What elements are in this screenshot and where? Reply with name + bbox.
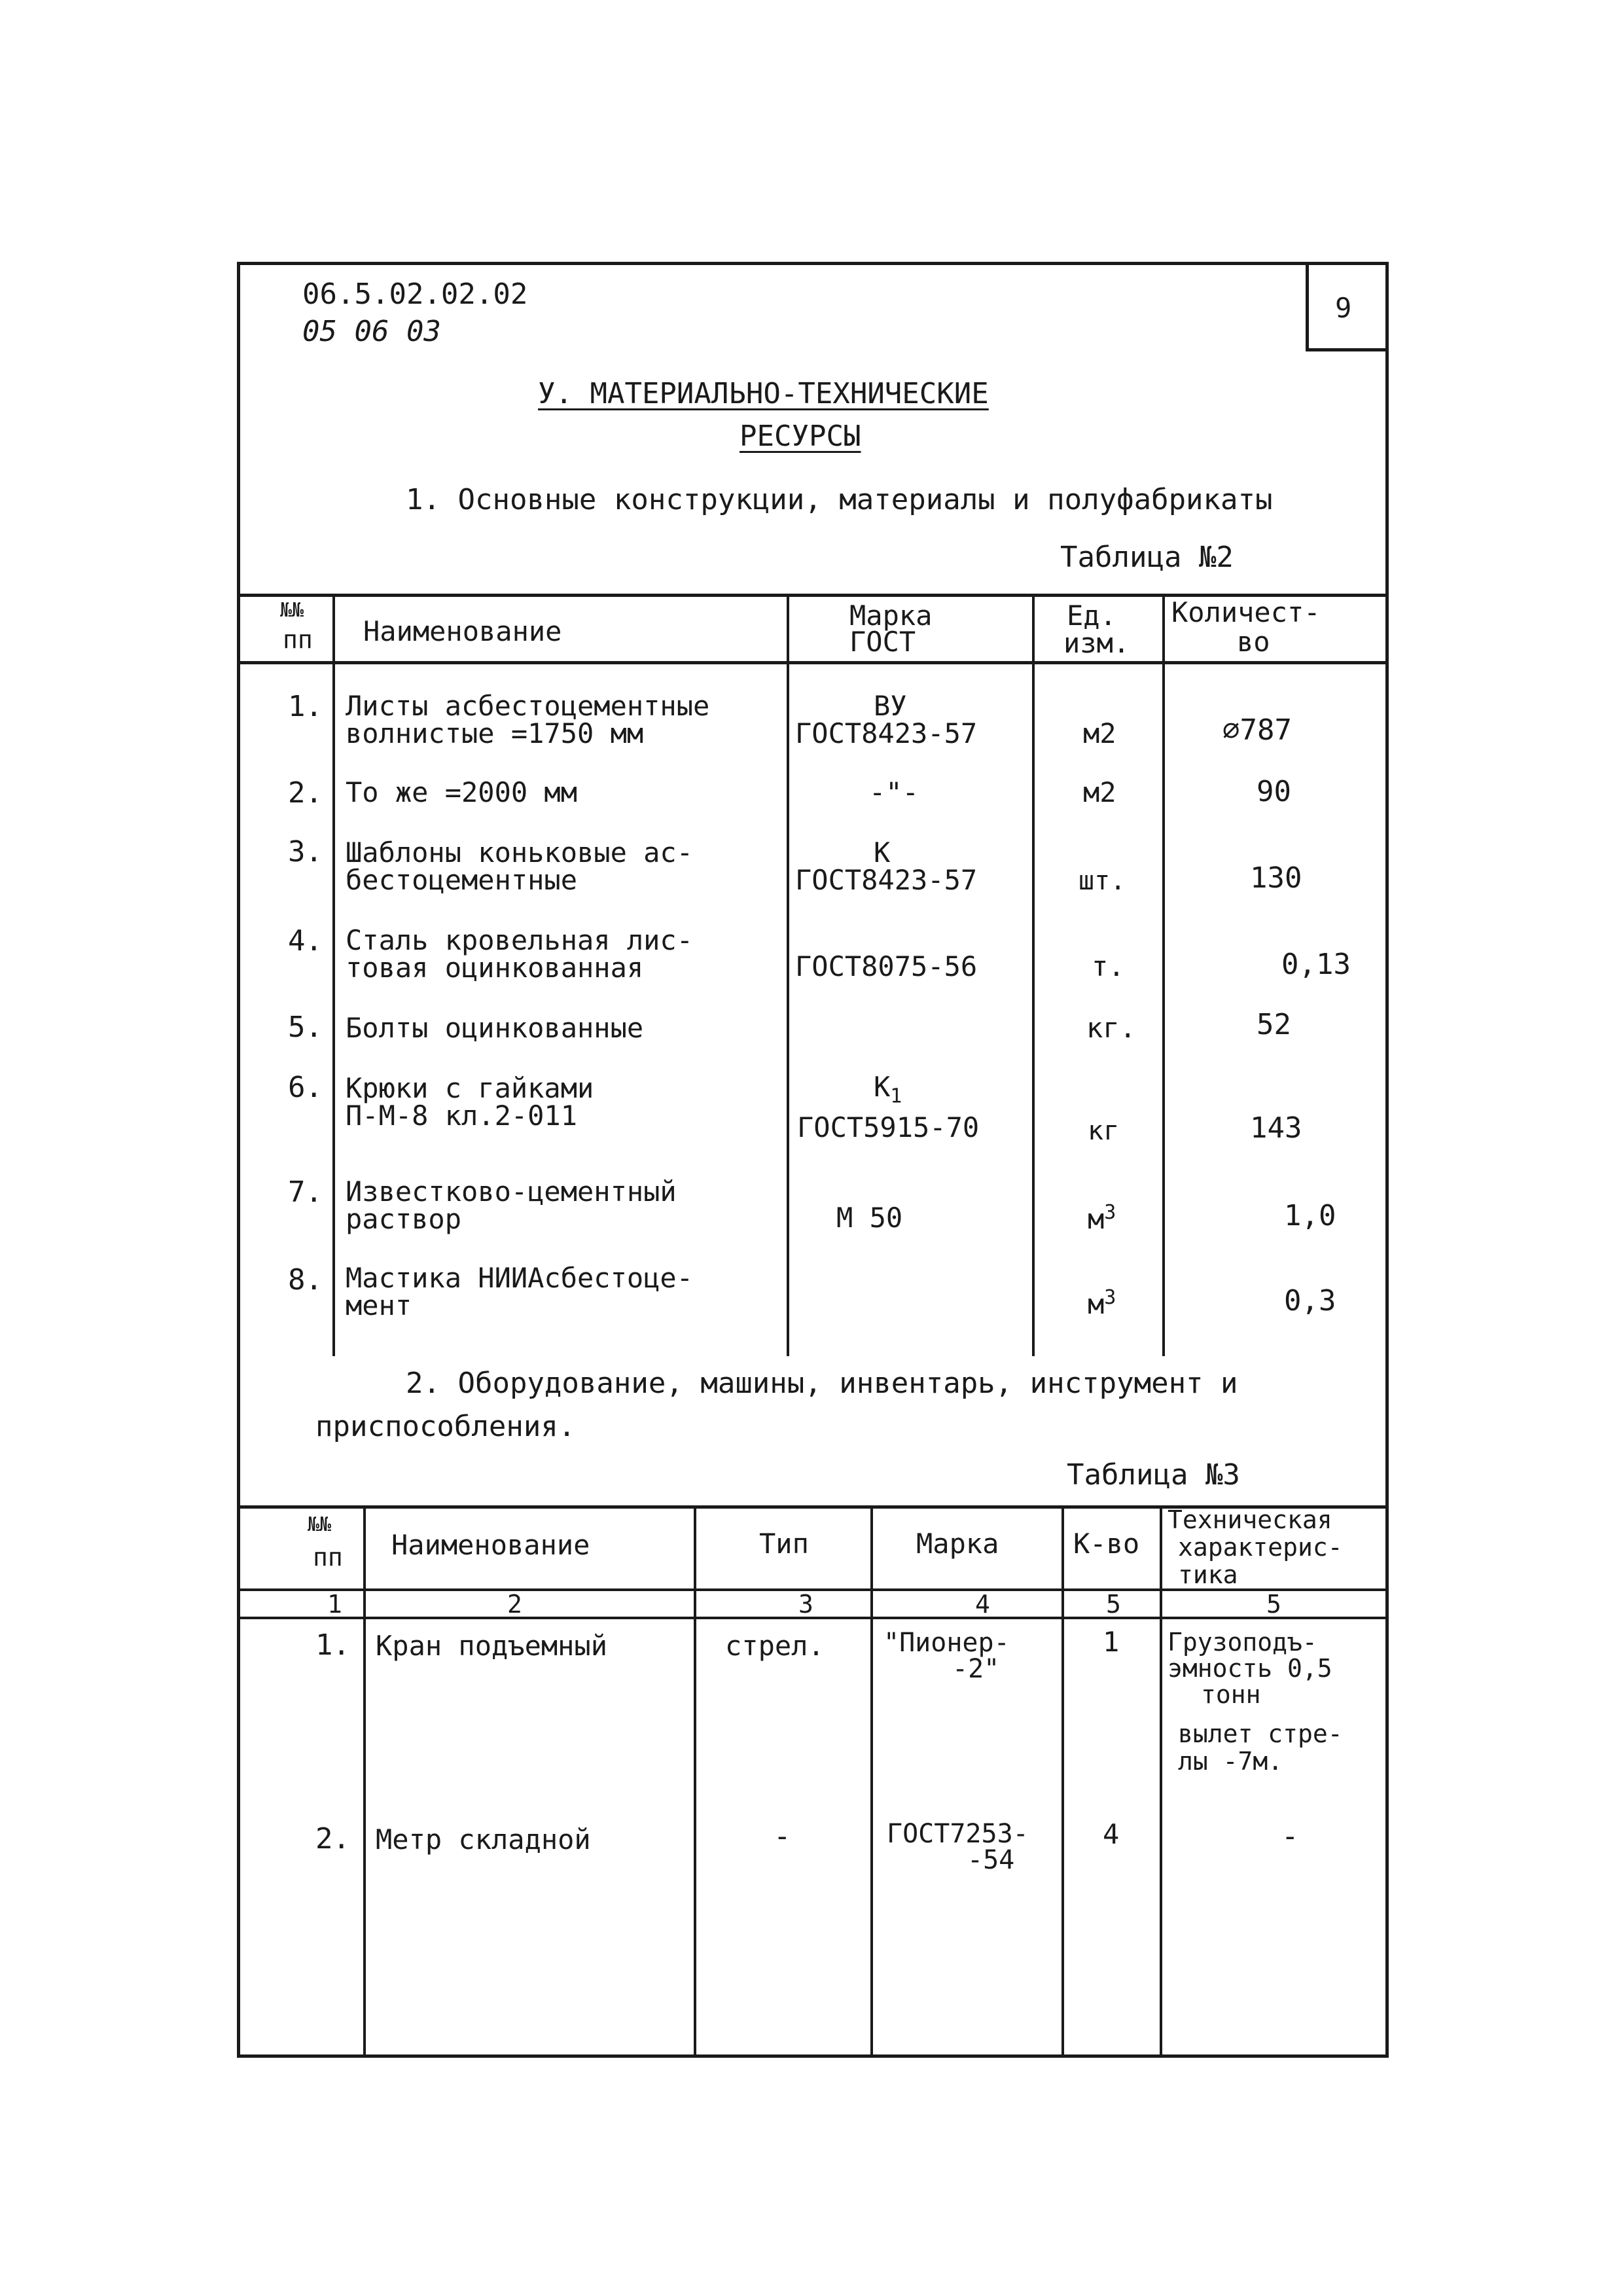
t2-header-name: Наименование [363, 615, 562, 647]
table-3-col-divider [1061, 1505, 1064, 2058]
table-2-col-divider [1162, 594, 1165, 1356]
t3-header-num: №№ [308, 1513, 332, 1536]
t2-row6-qty: 143 [1250, 1111, 1302, 1145]
t2-row3-unit: шт. [1079, 866, 1126, 896]
t2-row7-unit: $м^3$ [1088, 1201, 1116, 1235]
t2-row6-name-cont: П-М-8 кл.2-011 [346, 1100, 578, 1132]
t2-row7-num: 7. [288, 1175, 323, 1209]
t3-row1-type: стрел. [725, 1630, 825, 1662]
t2-header-gost: ГОСТ [849, 626, 916, 658]
t2-row3-name: Шаблоны коньковые ас- [346, 836, 694, 869]
table-3-col-divider [363, 1505, 366, 2058]
document-code-handwritten: 05 06 03 [302, 315, 441, 348]
t3-colnum-6: 5 [1266, 1590, 1281, 1619]
t2-row8-name-cont: мент [346, 1289, 412, 1321]
t3-row2-count: 4 [1103, 1818, 1120, 1850]
t3-row1-spec-2: эмность 0,5 [1168, 1654, 1332, 1683]
t2-header-grade: Марка [849, 600, 933, 632]
t3-row1-spec: Грузоподъ- [1168, 1628, 1317, 1657]
t3-row1-grade-cont: -2" [952, 1654, 1000, 1684]
t3-row2-spec: - [1281, 1820, 1299, 1853]
t3-row2-num: 2. [315, 1822, 350, 1856]
t2-row1-name-cont: волнистые =1750 мм [346, 717, 644, 749]
t2-header-num-sub: пп [283, 625, 313, 654]
t2-row2-num: 2. [288, 776, 323, 810]
t2-row7-name: Известково-цементный [346, 1175, 677, 1208]
t2-row1-qty: ⌀787 [1222, 713, 1292, 747]
t2-row8-unit: $м^3$ [1088, 1286, 1116, 1320]
t3-header-type: Тип [759, 1528, 809, 1560]
t3-row1-count: 1 [1103, 1626, 1120, 1658]
table-2-caption: Таблица №2 [1060, 541, 1234, 574]
t2-header-unit-sub: изм. [1063, 627, 1130, 659]
table-2-col-divider [332, 594, 335, 1356]
table-3-caption: Таблица №3 [1067, 1458, 1240, 1492]
t2-header-unit: Ед. [1067, 600, 1116, 632]
t2-header-qty: Количест- [1171, 596, 1321, 628]
t3-header-num-sub: пп [313, 1543, 343, 1571]
section-title [538, 377, 989, 410]
section-title-line1: У. МАТЕРИАЛЬНО-ТЕХНИЧЕСКИЕ [538, 377, 989, 410]
t2-row1-name: Листы асбестоцементные [346, 690, 710, 722]
t2-row5-qty: 52 [1257, 1008, 1291, 1041]
t2-row5-num: 5. [288, 1011, 323, 1044]
t3-header-spec-2: характерис- [1178, 1533, 1343, 1562]
t2-row7-qty: 1,0 [1284, 1199, 1336, 1232]
t3-row2-grade: ГОСТ7253- [887, 1819, 1029, 1849]
t2-row4-qty: 0,13 [1281, 948, 1351, 981]
t3-row2-name: Метр складной [376, 1823, 591, 1856]
t3-header-spec-3: тика [1178, 1560, 1238, 1589]
t3-header-name: Наименование [391, 1529, 590, 1561]
t3-row1-spec-5: лы -7м. [1178, 1747, 1283, 1776]
t2-row4-name-cont: товая оцинкованная [346, 952, 644, 984]
t3-row2-type: - [774, 1820, 791, 1853]
t3-colnum-3: 3 [798, 1590, 813, 1619]
t3-colnum-4: 4 [975, 1590, 990, 1619]
t3-row1-spec-4: вылет стре- [1178, 1719, 1343, 1748]
t3-header-count: К-во [1073, 1528, 1140, 1560]
page-frame [237, 262, 1389, 2058]
t2-row6-gost: ГОСТ5915-70 [797, 1111, 980, 1143]
t2-row2-name: То же =2000 мм [346, 776, 578, 808]
subsection-2-heading-cont: приспособления. [315, 1410, 576, 1443]
t2-row1-gost: ГОСТ8423-57 [795, 717, 978, 749]
page-number: 9 [1335, 292, 1352, 324]
t3-row1-grade: "Пионер- [883, 1628, 1010, 1658]
t3-colnum-5: 5 [1106, 1590, 1121, 1619]
t2-row7-name-cont: раствор [346, 1203, 462, 1235]
t3-row2-grade-cont: -54 [967, 1845, 1015, 1875]
t2-row4-unit: т. [1092, 950, 1125, 982]
table-3-col-divider [870, 1505, 873, 2058]
table-2-header-rule [237, 661, 1389, 664]
t3-row1-num: 1. [315, 1628, 350, 1662]
t2-row4-num: 4. [288, 924, 323, 958]
document-code: 06.5.02.02.02 [302, 278, 528, 311]
t2-row6-num: 6. [288, 1071, 323, 1104]
t2-header-qty-sub: во [1237, 626, 1270, 658]
t2-row1-grade: ВУ [874, 690, 907, 722]
t3-row1-spec-3: тонн [1201, 1680, 1261, 1709]
t3-colnum-1: 1 [327, 1590, 342, 1619]
t2-header-num: №№ [280, 599, 304, 622]
t3-header-spec: Техническая [1168, 1505, 1332, 1534]
t2-row3-grade: К [874, 836, 891, 869]
t2-row2-grade: -"- [869, 776, 919, 808]
t2-row1-num: 1. [288, 690, 323, 723]
t2-row3-gost: ГОСТ8423-57 [795, 864, 978, 896]
subsection-2-heading: 2. Оборудование, машины, инвентарь, инструмент и [406, 1367, 1238, 1400]
t2-row8-name: Мастика НИИАсбестоце- [346, 1262, 694, 1294]
t2-row4-gost: ГОСТ8075-56 [795, 950, 978, 982]
t2-row2-unit: м2 [1083, 776, 1116, 808]
t2-row6-unit: кг [1088, 1116, 1120, 1146]
t3-colnum-2: 2 [507, 1590, 522, 1619]
t2-row6-grade: $К_1$ [874, 1071, 902, 1108]
t2-row8-qty: 0,3 [1284, 1284, 1336, 1318]
t2-row5-unit: кг. [1086, 1012, 1136, 1044]
table-3-col-divider [1160, 1505, 1162, 2058]
t2-row6-name: Крюки с гайками [346, 1072, 594, 1104]
t2-row4-name: Сталь кровельная лис- [346, 924, 694, 956]
t2-row5-name: Болты оцинкованные [346, 1012, 644, 1044]
t2-row7-grade: М 50 [836, 1202, 903, 1234]
t2-row3-name-cont: бестоцементные [346, 864, 578, 896]
table-2-col-divider [1032, 594, 1035, 1356]
t2-row1-unit: м2 [1083, 717, 1116, 749]
t2-row3-qty: 130 [1250, 861, 1302, 895]
section-title-line2: РЕСУРСЫ [740, 420, 861, 453]
t3-header-grade: Марка [916, 1528, 999, 1560]
table-3-col-divider [694, 1505, 696, 2058]
t2-row8-num: 8. [288, 1263, 323, 1297]
table-2-col-divider [787, 594, 789, 1356]
t2-row2-qty: 90 [1257, 775, 1291, 808]
t2-row3-num: 3. [288, 835, 323, 869]
t3-row1-name: Кран подъемный [376, 1630, 608, 1662]
subsection-1-heading: 1. Основные конструкции, материалы и полуфабрикаты [406, 483, 1273, 516]
